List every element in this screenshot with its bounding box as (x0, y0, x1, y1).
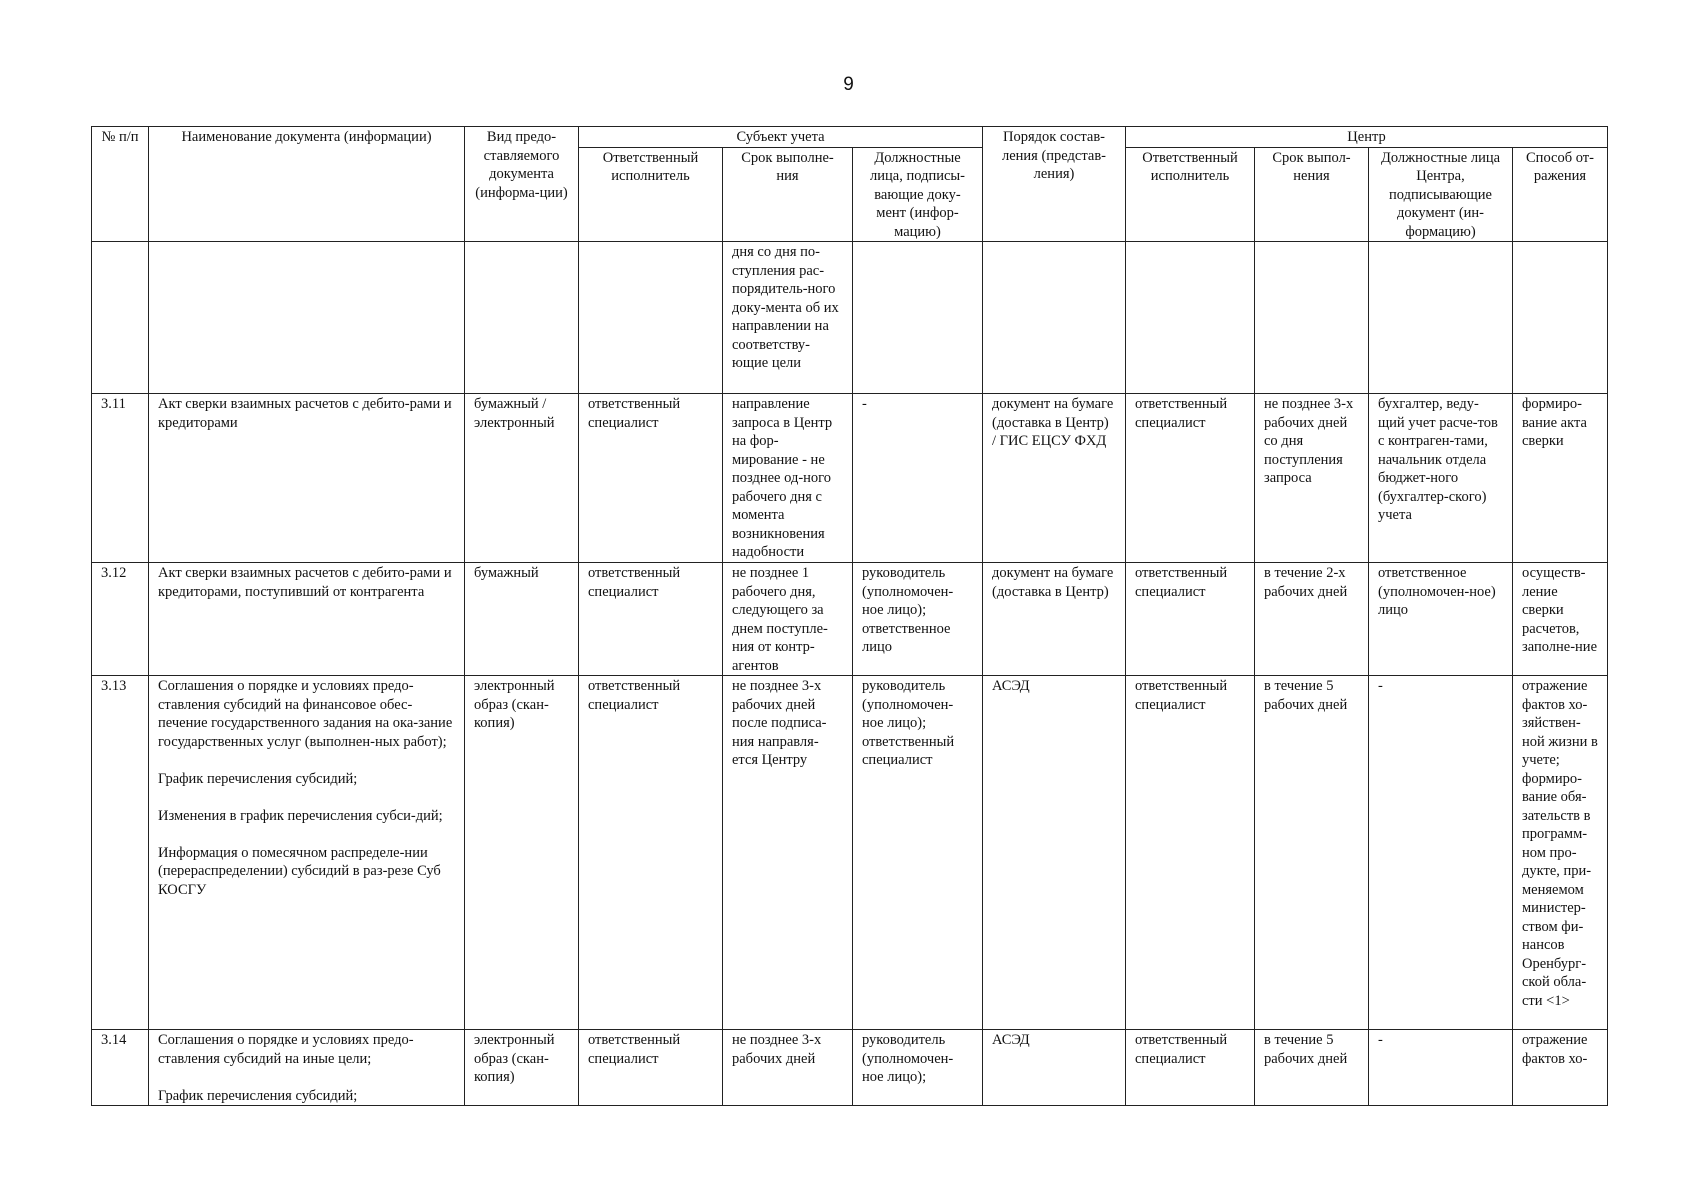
cell-procedure: АСЭД (983, 676, 1126, 1030)
cell-center-term (1255, 242, 1369, 394)
table-row (92, 676, 1608, 1030)
cell-subject-sign: руководитель (уполномочен-ное лицо); (853, 1030, 983, 1106)
header-center-group: Центр (1126, 127, 1608, 148)
cell-num: 3.12 (92, 563, 149, 676)
cell-subject-resp (579, 242, 723, 394)
header-procedure: Порядок состав-ления (представ-ления) (983, 127, 1126, 242)
cell-subject-sign (853, 242, 983, 394)
cell-center-term: в течение 5 рабочих дней (1255, 676, 1369, 1030)
name-paragraph: Акт сверки взаимных расчетов с дебито-рами и кредиторами (158, 396, 452, 431)
cell-subject-sign: руководитель (уполномочен-ное лицо); ответственный специалист (853, 676, 983, 1030)
header-center-resp: Ответственный исполнитель (1126, 147, 1255, 242)
cell-subject-sign: руководитель (уполномочен-ное лицо); ответственное лицо (853, 563, 983, 676)
name-paragraph: График перечисления субсидий; (158, 1087, 358, 1104)
cell-center-sign (1369, 242, 1513, 394)
header-center-term: Срок выпол-нения (1255, 147, 1369, 242)
cell-center-resp: ответственный специалист (1126, 394, 1255, 563)
cell-subject-resp: ответственный специалист (579, 1030, 723, 1106)
cell-subject-term: не позднее 3-х рабочих дней после подписа-ния направля-ется Центру (723, 676, 853, 1030)
cell-center-resp: ответственный специалист (1126, 563, 1255, 676)
cell-center-term: не позднее 3-х рабочих дней со дня поступления запроса (1255, 394, 1369, 563)
cell-center-method: отражение фактов хо-зяйствен-ной жизни в учете; формиро-вание обя-зательств в программ-ном про-дукте, при-меняемом министер-ством фи-нансов Оренбург-ской обла-сти <1> (1513, 676, 1608, 1030)
table-row (92, 242, 1608, 394)
cell-center-sign: - (1369, 676, 1513, 1030)
cell-center-sign: бухгалтер, веду-щий учет расче-тов с контраген-тами, начальник отдела бюджет-ного (бухгалтер-ского) учета (1369, 394, 1513, 563)
cell-center-method: формиро-вание акта сверки (1513, 394, 1608, 563)
cell-num (92, 242, 149, 394)
header-subject-resp: Ответственный исполнитель (579, 147, 723, 242)
cell-center-resp (1126, 242, 1255, 394)
table-header (92, 127, 1608, 242)
cell-name (149, 1030, 465, 1106)
name-paragraph: Акт сверки взаимных расчетов с дебито-рами и кредиторами, поступивший от контрагента (158, 565, 452, 600)
cell-center-method: осуществ-ление сверки расчетов, заполне-ние (1513, 563, 1608, 676)
cell-center-method: отражение фактов хо- (1513, 1030, 1608, 1106)
cell-num: 3.11 (92, 394, 149, 563)
cell-procedure: документ на бумаге (доставка в Центр) / ГИС ЕЦСУ ФХД (983, 394, 1126, 563)
name-paragraph: Изменения в график перечисления субси-дий; (158, 807, 443, 824)
name-paragraph: Соглашения о порядке и условиях предо-ставления субсидий на иные цели; (158, 1032, 414, 1067)
cell-center-term: в течение 2-х рабочих дней (1255, 563, 1369, 676)
cell-subject-term: направление запроса в Центр на фор-мирование - не позднее од-ного рабочего дня с момента возникновения надобности (723, 394, 853, 563)
cell-center-resp: ответственный специалист (1126, 676, 1255, 1030)
table-row (92, 1030, 1608, 1106)
cell-procedure (983, 242, 1126, 394)
cell-subject-sign: - (853, 394, 983, 563)
header-subject-sign: Должностные лица, подписы-вающие доку-мент (инфор-мацию) (853, 147, 983, 242)
cell-subject-term: не позднее 1 рабочего дня, следующего за днем поступле-ния от контр-агентов (723, 563, 853, 676)
header-subject-term: Срок выполне-ния (723, 147, 853, 242)
table-row (92, 563, 1608, 676)
name-paragraph: Соглашения о порядке и условиях предо-ставления субсидий на финансовое обес-печение государственного задания на ока-зание государственных услуг (выполнен-ных работ); (158, 678, 453, 750)
cell-name (149, 394, 465, 563)
cell-center-method (1513, 242, 1608, 394)
cell-num: 3.13 (92, 676, 149, 1030)
cell-type (465, 242, 579, 394)
header-num: № п/п (92, 127, 149, 242)
cell-type: бумажный (465, 563, 579, 676)
table-body (92, 242, 1608, 1106)
header-center-sign: Должностные лица Центра, подписывающие документ (ин-формацию) (1369, 147, 1513, 242)
name-paragraph: График перечисления субсидий; (158, 770, 358, 787)
cell-subject-resp: ответственный специалист (579, 394, 723, 563)
cell-name (149, 676, 465, 1030)
header-center-method: Способ от-ражения (1513, 147, 1608, 242)
cell-procedure: документ на бумаге (доставка в Центр) (983, 563, 1126, 676)
header-name: Наименование документа (информации) (149, 127, 465, 242)
cell-center-sign: - (1369, 1030, 1513, 1106)
cell-name (149, 242, 465, 394)
cell-subject-resp: ответственный специалист (579, 676, 723, 1030)
cell-center-sign: ответственное (уполномочен-ное) лицо (1369, 563, 1513, 676)
cell-name (149, 563, 465, 676)
cell-type: электронный образ (скан-копия) (465, 676, 579, 1030)
cell-type: бумажный / электронный (465, 394, 579, 563)
cell-type: электронный образ (скан-копия) (465, 1030, 579, 1106)
document-table (91, 126, 1608, 1106)
header-subject-group: Субъект учета (579, 127, 983, 148)
header-type: Вид предо-ставляемого документа (информа-ции) (465, 127, 579, 242)
table-row (92, 394, 1608, 563)
name-paragraph: Информация о помесячном распределе-нии (перераспределении) субсидий в раз-резе Суб КОСГУ (158, 844, 441, 898)
page-number: 9 (843, 74, 854, 95)
cell-subject-term: дня со дня по-ступления рас-порядитель-ного доку-мента об их направлении на соответству-ющие цели (723, 242, 853, 394)
cell-num: 3.14 (92, 1030, 149, 1106)
cell-procedure: АСЭД (983, 1030, 1126, 1106)
cell-subject-resp: ответственный специалист (579, 563, 723, 676)
cell-center-resp: ответственный специалист (1126, 1030, 1255, 1106)
cell-subject-term: не позднее 3-х рабочих дней (723, 1030, 853, 1106)
cell-center-term: в течение 5 рабочих дней (1255, 1030, 1369, 1106)
